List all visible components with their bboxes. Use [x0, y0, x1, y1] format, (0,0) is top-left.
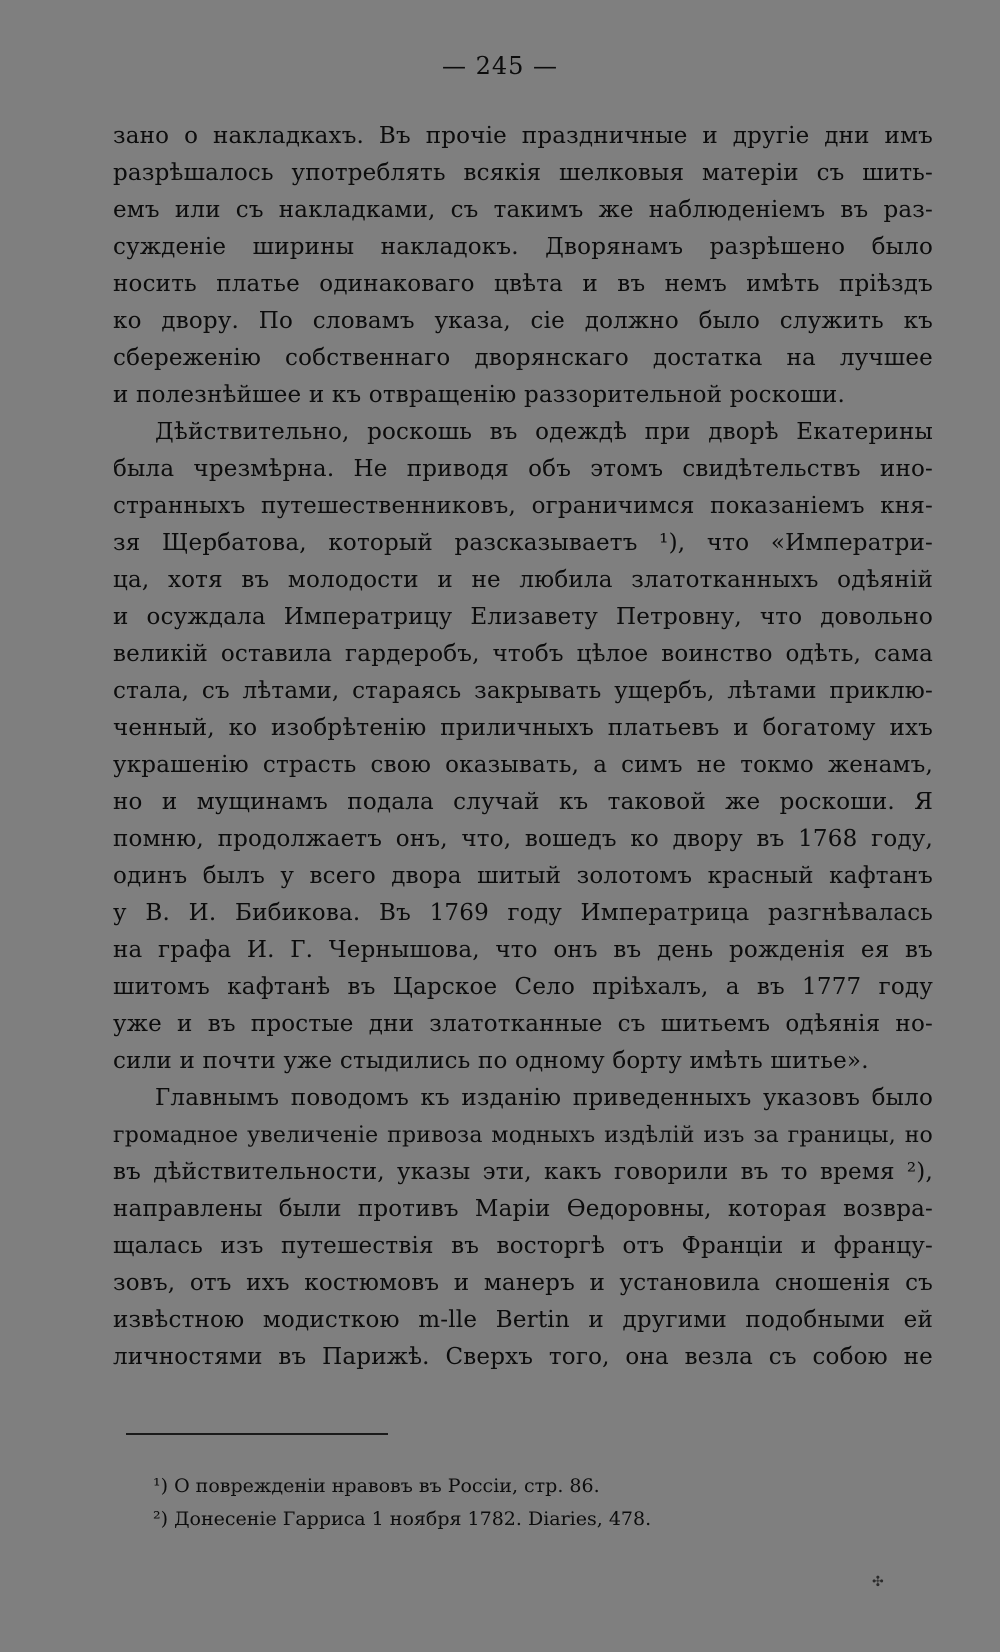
- text-line: ко двору. По словамъ указа, сіе должно было служить къ: [113, 308, 933, 334]
- text-line: зовъ, отъ ихъ костюмовъ и манеръ и установила сношенія съ: [113, 1270, 933, 1296]
- text-line: стала, съ лѣтами, стараясь закрывать ущербъ, лѣтами приклю-: [113, 678, 933, 704]
- footnotes: [153, 1470, 913, 1536]
- paragraph-start-line: Главнымъ поводомъ къ изданію приведенныхъ указовъ было: [155, 1085, 933, 1111]
- text-line: личностями въ Парижѣ. Сверхъ того, она везла съ собою не: [113, 1344, 933, 1370]
- text-line: извѣстною модисткою m-lle Bertin и другими подобными ей: [113, 1307, 933, 1333]
- footnote-marker: ²): [153, 1508, 169, 1530]
- text-line: была чрезмѣрна. Не приводя объ этомъ свидѣтельствъ ино-: [113, 456, 933, 482]
- text-line: уже и въ простые дни златотканные съ шитьемъ одѣянія но-: [113, 1011, 933, 1037]
- text-line: разрѣшалось употреблять всякія шелковыя матеріи съ шить-: [113, 160, 933, 186]
- text-line: и полезнѣйшее и къ отвращенію раззорительной роскоши.: [113, 382, 845, 408]
- text-line: украшенію страсть свою оказывать, а симъ не токмо женамъ,: [113, 752, 933, 778]
- text-line: зя Щербатова, который разсказываетъ ¹), что «Императри-: [113, 530, 933, 556]
- text-line: емъ или съ накладками, съ такимъ же наблюденіемъ въ раз-: [113, 197, 933, 223]
- text-line: сбереженію собственнаго дворянскаго достатка на лучшее: [113, 345, 933, 371]
- text-line: великій оставила гардеробъ, чтобъ цѣлое воинство одѣть, сама: [113, 641, 933, 667]
- text-line: шитомъ кафтанѣ въ Царское Село пріѣхалъ, а въ 1777 году: [113, 974, 933, 1000]
- footnote-1: [153, 1470, 913, 1503]
- text-line: ца, хотя въ молодости и не любила златотканныхъ одѣяній: [113, 567, 933, 593]
- footnote-text: О поврежденіи нравовъ въ Россіи, стр. 86.: [168, 1475, 600, 1497]
- text-line: зано о накладкахъ. Въ прочіе праздничные и другіе дни имъ: [113, 123, 933, 149]
- text-line: странныхъ путешественниковъ, ограничимся показаніемъ кня-: [113, 493, 933, 519]
- text-line: сили и почти уже стыдились по одному борту имѣть шитье».: [113, 1048, 869, 1074]
- footnote-text: Донесеніе Гарриса 1 ноября 1782. Diaries, 478.: [168, 1508, 652, 1530]
- footnote-marker: ¹): [153, 1475, 169, 1497]
- footnote-2: [153, 1503, 913, 1536]
- text-line: и осуждала Императрицу Елизавету Петровну, что довольно: [113, 604, 933, 630]
- text-line: на графа И. Г. Чернышова, что онъ въ день рожденія ея въ: [113, 937, 933, 963]
- footnote-divider: [126, 1433, 388, 1435]
- text-line: у В. И. Бибикова. Въ 1769 году Императрица разгнѣвалась: [113, 900, 933, 926]
- text-line: въ дѣйствительности, указы эти, какъ говорили въ то время ²),: [113, 1159, 933, 1185]
- printer-mark-icon: ✣: [872, 1574, 884, 1590]
- text-line: сужденіе ширины накладокъ. Дворянамъ разрѣшено было: [113, 234, 933, 260]
- text-line: ченный, ко изобрѣтенію приличныхъ платьевъ и богатому ихъ: [113, 715, 933, 741]
- text-line: носить платье одинаковаго цвѣта и въ немъ имѣть пріѣздъ: [113, 271, 933, 297]
- text-line: громадное увеличеніе привоза модныхъ издѣлій изъ за границы, но: [113, 1123, 933, 1148]
- body-text: [113, 118, 933, 1376]
- text-line: направлены были противъ Маріи Ѳедоровны, которая возвра-: [113, 1196, 933, 1222]
- text-line: одинъ былъ у всего двора шитый золотомъ красный кафтанъ: [113, 863, 933, 889]
- text-line: но и мущинамъ подала случай къ таковой же роскоши. Я: [113, 789, 933, 815]
- text-line: щалась изъ путешествія въ восторгѣ отъ Франціи и францу-: [113, 1233, 933, 1259]
- page-number: — 245 —: [441, 52, 559, 80]
- paragraph-start-line: Дѣйствительно, роскошь въ одеждѣ при дворѣ Екатерины: [155, 419, 933, 445]
- text-line: помню, продолжаетъ онъ, что, вошедъ ко двору въ 1768 году,: [113, 826, 933, 852]
